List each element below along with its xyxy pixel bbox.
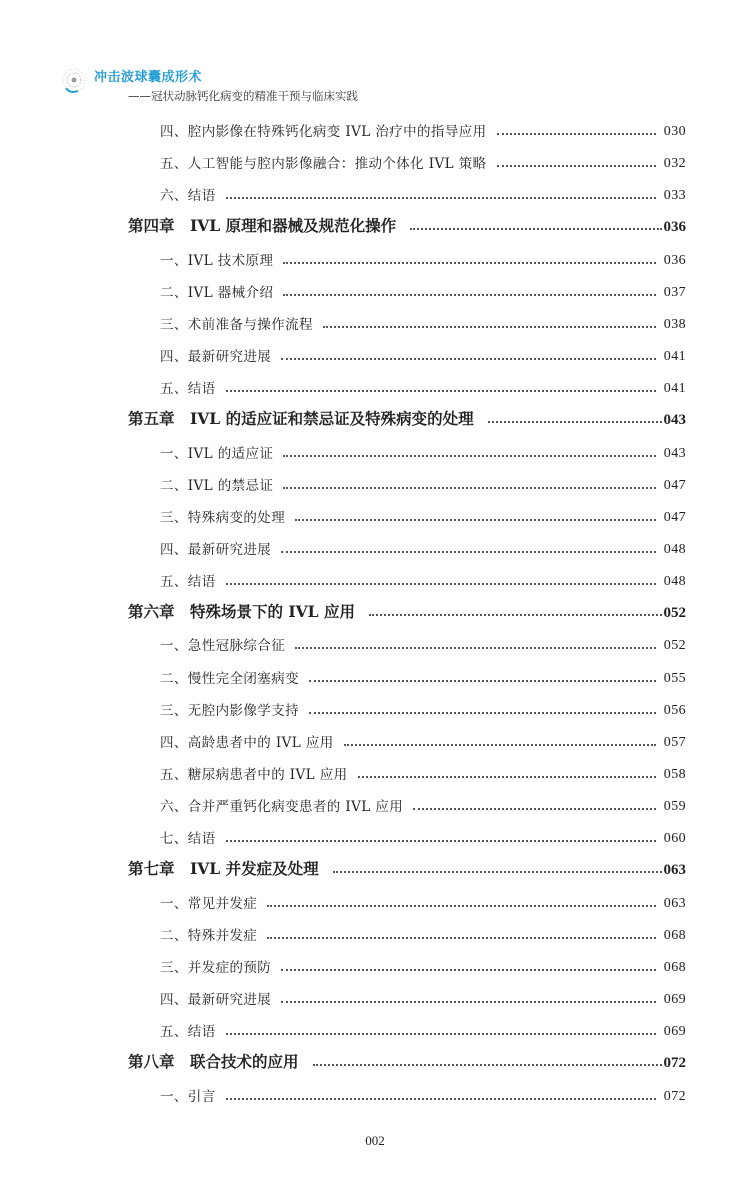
toc-entry-title: 第八章 联合技术的应用 [128,1052,299,1072]
toc-entry-title: 三、并发症的预防 [160,959,272,976]
toc-entry-title: 一、引言 [160,1088,216,1105]
dot-leader [488,421,662,423]
toc-page-number: 057 [663,734,686,750]
toc-entry-title: 六、结语 [160,188,216,205]
dot-leader [267,937,655,939]
toc-section-row[interactable] [160,375,686,397]
toc-page-number: 058 [663,767,686,782]
toc-section-row[interactable] [160,761,686,783]
toc-section-row[interactable] [160,118,686,140]
toc-section-row[interactable] [160,472,686,494]
toc-entry-title: 一、常见并发症 [160,895,258,912]
dot-leader [295,647,656,649]
toc-page-number: 060 [663,831,686,847]
toc-entry-title: 六、合并严重钙化病变患者的 IVL 应用 [160,799,404,816]
toc-entry-title: 五、结语 [160,1024,216,1041]
toc-entry-title: 三、特殊病变的处理 [160,509,286,526]
toc-entry-title: 二、IVL 的禁忌证 [160,477,274,494]
toc-entry-title: 五、结语 [160,381,216,398]
toc-entry-title: 四、最新研究进展 [160,349,272,366]
toc-page-number: 052 [663,638,686,654]
page-number: 002 [365,1133,385,1148]
toc-page-number: 056 [663,702,686,718]
toc-entry-title: 五、糖尿病患者中的 IVL 应用 [160,767,348,783]
toc-page-number: 048 [663,574,686,590]
toc-page-number: 043 [663,445,686,461]
toc-chapter-row[interactable] [128,600,686,622]
toc-entry-title: 四、腔内影像在特殊钙化病变 IVL 治疗中的指导应用 [160,124,487,140]
dot-leader [333,871,662,873]
toc-section-row[interactable] [160,986,686,1008]
dot-leader [369,614,662,616]
toc-entry-title: 四、最新研究进展 [160,541,272,558]
toc-entry-title: 七、结语 [160,831,216,848]
dot-leader [267,905,655,907]
dot-leader [313,1064,662,1066]
toc-page-number: 038 [663,316,686,332]
toc-page-number: 059 [663,799,686,815]
dot-leader [344,744,656,746]
dot-leader [226,390,656,392]
toc-chapter-row[interactable] [128,214,686,236]
toc-page-number: 043 [663,412,686,429]
toc-page-number: 032 [663,156,686,172]
toc-section-row[interactable] [160,665,686,687]
toc-entry-title: 第七章 IVL 并发症及处理 [128,859,319,879]
toc-page-number: 041 [663,381,686,397]
toc-page-number: 072 [663,1055,686,1072]
toc-section-row[interactable] [160,1018,686,1040]
toc-section-row[interactable] [160,247,686,269]
toc-section-row[interactable] [160,697,686,719]
toc-page-number: 033 [663,188,686,204]
dot-leader [295,519,656,521]
dot-leader [281,358,656,360]
toc-section-row[interactable] [160,182,686,204]
toc-entry-title: 二、特殊并发症 [160,927,258,944]
toc-entry-title: 四、最新研究进展 [160,992,272,1009]
dot-leader [283,262,655,264]
toc-entry-title: 三、无腔内影像学支持 [160,702,299,719]
toc-entry-title: 三、术前准备与操作流程 [160,316,313,333]
dot-leader [226,1098,656,1100]
toc-section-row[interactable] [160,343,686,365]
book-title: 冲击波球囊成形术 [94,70,203,85]
toc-page-number: 069 [663,1024,686,1040]
dot-leader [497,165,656,167]
toc-entry-title: 一、IVL 技术原理 [160,252,274,269]
toc-section-row[interactable] [160,311,686,333]
dot-leader [226,840,656,842]
toc-section-row[interactable] [160,632,686,654]
toc-chapter-row[interactable] [128,407,686,429]
toc-entry-title: 第四章 IVL 原理和器械及规范化操作 [128,216,397,236]
toc-page-number: 037 [663,284,686,300]
toc-section-row[interactable] [160,150,686,172]
dot-leader [323,326,656,328]
dot-leader [283,455,655,457]
toc-entry-title: 二、IVL 器械介绍 [160,284,274,301]
toc-entry-title: 二、慢性完全闭塞病变 [160,670,299,687]
toc-page-number: 068 [663,959,686,975]
toc-section-row[interactable] [160,1083,686,1105]
toc-page-number: 036 [663,252,686,268]
toc-section-row[interactable] [160,954,686,976]
toc-page-number: 069 [663,992,686,1008]
dot-leader [281,1001,656,1003]
toc-section-row[interactable] [160,536,686,558]
toc-page-number: 048 [663,541,686,557]
toc-entry-title: 一、急性冠脉综合征 [160,638,286,655]
toc-section-row[interactable] [160,568,686,590]
shockwave-logo-icon [60,66,88,98]
toc-entry-title: 一、IVL 的适应证 [160,445,274,462]
toc-section-row[interactable] [160,504,686,526]
toc-section-row[interactable] [160,279,686,301]
toc-entry-title: 五、结语 [160,574,216,591]
dot-leader [309,712,656,714]
dot-leader [309,680,656,682]
toc-page-number: 063 [663,862,686,879]
dot-leader [497,133,656,135]
toc-section-row[interactable] [160,922,686,944]
toc-section-row[interactable] [160,440,686,462]
dot-leader [226,1033,656,1035]
toc-section-row[interactable] [160,793,686,815]
toc-page-number: 030 [663,124,686,139]
dot-leader [226,583,656,585]
toc-section-row[interactable] [160,890,686,912]
toc-entry-title: 四、高龄患者中的 IVL 应用 [160,734,334,751]
toc-entry-title: 第六章 特殊场景下的 IVL 应用 [128,602,355,622]
toc-page-number: 063 [663,895,686,911]
toc-chapter-row[interactable] [128,857,686,879]
toc-page-number: 047 [663,509,686,525]
toc-entry-title: 第五章 IVL 的适应证和禁忌证及特殊病变的处理 [128,409,474,429]
toc-page-number: 052 [663,605,686,622]
dot-leader [283,487,655,489]
toc-section-row[interactable] [160,825,686,847]
toc-page-number: 072 [663,1088,686,1104]
dot-leader [410,228,661,230]
book-subtitle: ——冠状动脉钙化病变的精准干预与临床实践 [128,89,358,103]
dot-leader [281,551,656,553]
toc-entry-title: 五、人工智能与腔内影像融合：推动个体化 IVL 策略 [160,156,487,173]
dot-leader [413,808,656,810]
toc-page-number: 047 [663,477,686,493]
toc-page-number: 036 [663,219,686,236]
toc-chapter-row[interactable] [128,1050,686,1072]
dot-leader [226,197,656,199]
dot-leader [283,294,655,296]
dot-leader [358,776,656,778]
toc-section-row[interactable] [160,729,686,751]
toc-page-number: 068 [663,927,686,943]
dot-leader [281,969,656,971]
toc-page-number: 055 [663,670,686,686]
running-header [60,62,720,112]
toc-page-number: 041 [663,349,686,365]
